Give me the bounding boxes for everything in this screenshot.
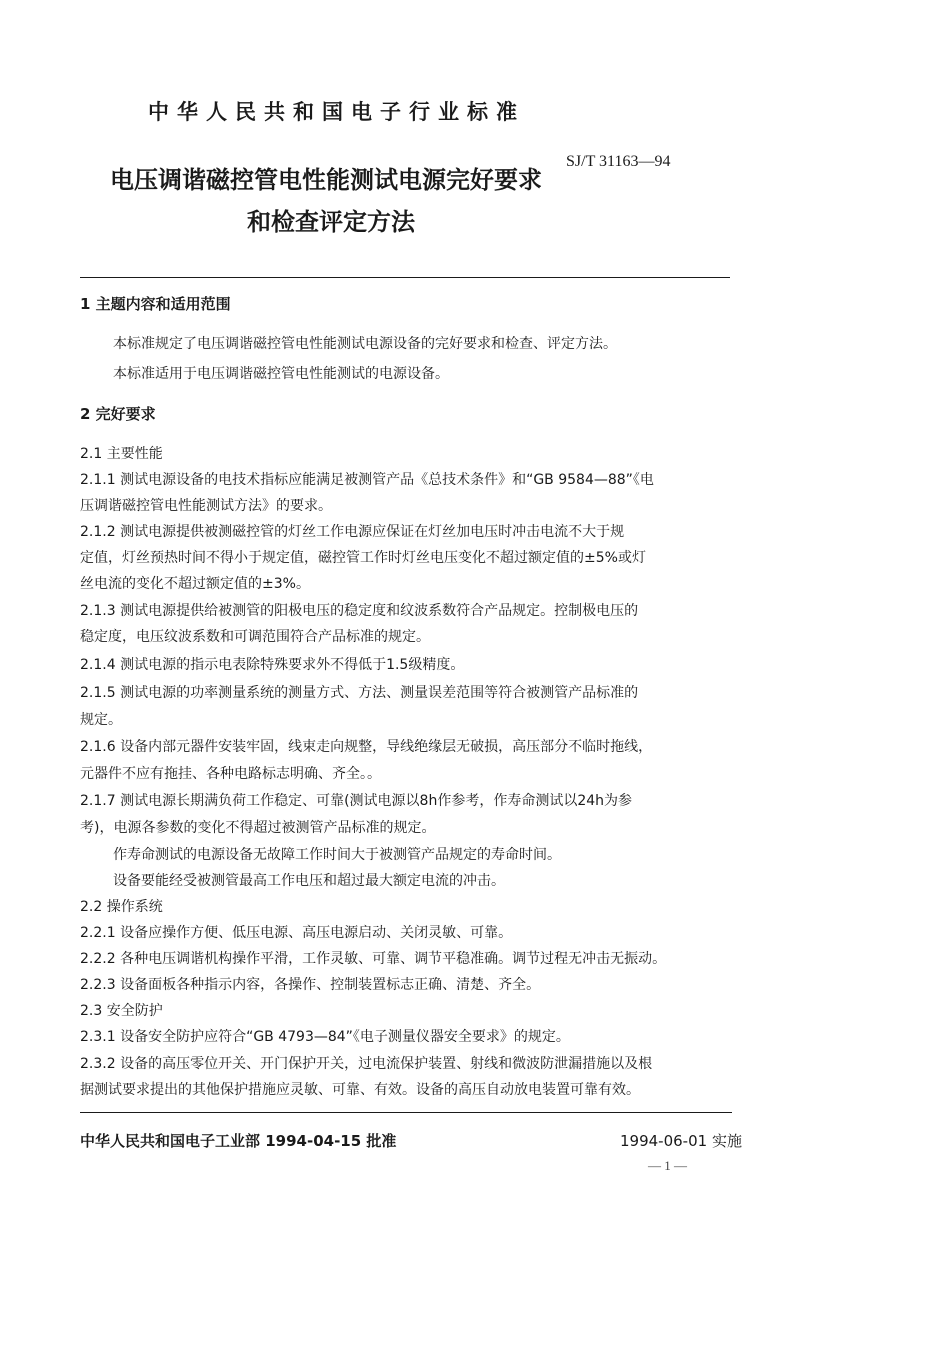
paragraph-line: 元器件不应有拖挂、各种电路标志明确、齐全。。 xyxy=(80,766,381,782)
paragraph-line: 2.2.3 设备面板各种指示内容，各操作、控制装置标志正确、清楚、齐全。 xyxy=(80,977,541,993)
issuing-organization: 中华人民共和国电子行业标准 xyxy=(148,100,525,124)
paragraph-line: 丝电流的变化不超过额定值的±3%。 xyxy=(80,576,310,592)
paragraph-line: 2.1.6 设备内部元器件安装牢固，线束走向规整，导线绝缘层无破损，高压部分不临时拖线， xyxy=(80,739,653,755)
paragraph-line: 考)，电源各参数的变化不得超过被测管产品标准的规定。 xyxy=(80,820,436,836)
paragraph-line: 2.2.1 设备应操作方便、低压电源、高压电源启动、关闭灵敏、可靠。 xyxy=(80,925,513,941)
paragraph-line: 压调谐磁控管电性能测试方法》的要求。 xyxy=(80,498,332,514)
paragraph-line: 设备要能经受被测管最高工作电压和超过最大额定电流的冲击。 xyxy=(113,873,505,889)
paragraph-line: 定值，灯丝预热时间不得小于规定值，磁控管工作时灯丝电压变化不超过额定值的±5%或灯 xyxy=(80,550,646,566)
paragraph-line: 2.1.3 测试电源提供给被测管的阳极电压的稳定度和纹波系数符合产品规定。控制极电压的 xyxy=(80,603,639,619)
section-heading-1: 1 主题内容和适用范围 xyxy=(80,295,231,313)
document-title-line-2: 和检查评定方法 xyxy=(247,208,415,236)
document-title-line-1: 电压调谐磁控管电性能测试电源完好要求 xyxy=(110,166,542,194)
page-number: — 1 — xyxy=(648,1158,687,1173)
paragraph-line: 2.3.2 设备的高压零位开关、开门保护开关，过电流保护装置、射线和微波防泄漏措施以及根 xyxy=(80,1056,653,1072)
footer-divider xyxy=(80,1112,732,1113)
paragraph-line: 本标准规定了电压调谐磁控管电性能测试电源设备的完好要求和检查、评定方法。 xyxy=(113,336,617,352)
header-divider xyxy=(80,277,730,278)
subsection-heading: 2.3 安全防护 xyxy=(80,1003,163,1019)
paragraph-line: 规定。 xyxy=(80,712,122,728)
paragraph-line: 作寿命测试的电源设备无故障工作时间大于被测管产品规定的寿命时间。 xyxy=(113,847,561,863)
paragraph-line: 2.3.1 设备安全防护应符合“GB 4793—84”《电子测量仪器安全要求》的规定。 xyxy=(80,1029,570,1045)
paragraph-line: 2.1.7 测试电源长期满负荷工作稳定、可靠(测试电源以8h作参考，作寿命测试以24h为参 xyxy=(80,793,632,809)
paragraph-line: 本标准适用于电压调谐磁控管电性能测试的电源设备。 xyxy=(113,366,449,382)
paragraph-line: 据测试要求提出的其他保护措施应灵敏、可靠、有效。设备的高压自动放电装置可靠有效。 xyxy=(80,1082,640,1098)
paragraph-line: 2.1.5 测试电源的功率测量系统的测量方式、方法、测量误差范围等符合被测管产品标准的 xyxy=(80,685,639,701)
paragraph-line: 稳定度，电压纹波系数和可调范围符合产品标准的规定。 xyxy=(80,629,430,645)
paragraph-line: 2.1.4 测试电源的指示电表除特殊要求外不得低于1.5级精度。 xyxy=(80,657,465,673)
paragraph-line: 2.1.2 测试电源提供被测磁控管的灯丝工作电源应保证在灯丝加电压时冲击电流不大于规 xyxy=(80,524,625,540)
subsection-heading: 2.1 主要性能 xyxy=(80,446,163,462)
standard-code: SJ/T 31163—94 xyxy=(566,153,671,170)
approval-statement: 中华人民共和国电子工业部 1994-04-15 批准 xyxy=(80,1132,397,1150)
subsection-heading: 2.2 操作系统 xyxy=(80,899,163,915)
paragraph-line: 2.2.2 各种电压调谐机构操作平滑，工作灵敏、可靠、调节平稳准确。调节过程无冲击无振动。 xyxy=(80,951,667,967)
paragraph-line: 2.1.1 测试电源设备的电技术指标应能满足被测管产品《总技术条件》和“GB 9584—88”《电 xyxy=(80,472,654,488)
section-heading-2: 2 完好要求 xyxy=(80,405,156,423)
implementation-date: 1994-06-01 实施 xyxy=(620,1132,742,1150)
